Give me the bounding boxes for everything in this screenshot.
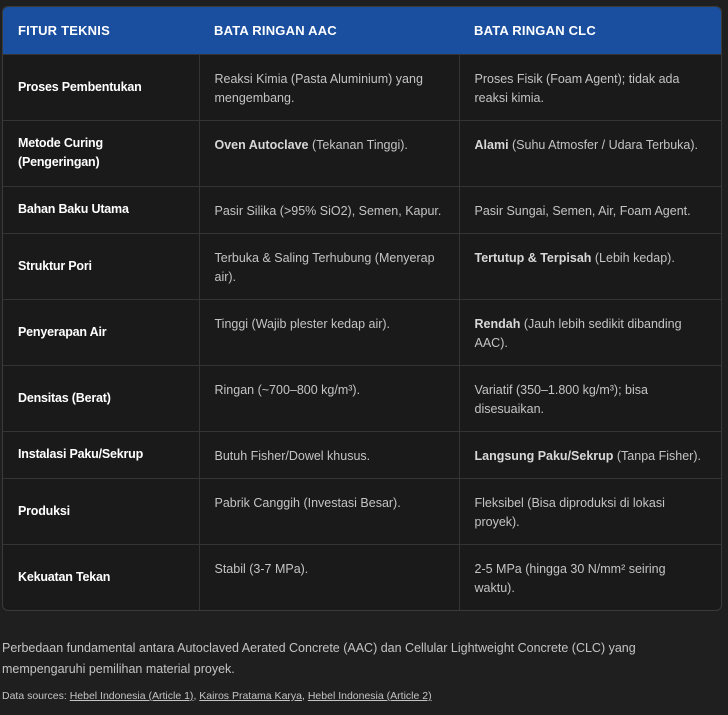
row-aac	[199, 299, 459, 365]
aac-text: Reaksi Kimia (Pasta Aluminium) yang mengembang.	[214, 71, 423, 105]
row-aac	[199, 431, 459, 478]
table-row	[3, 544, 721, 610]
header-feature: FITUR TEKNIS	[18, 22, 110, 38]
row-clc	[459, 120, 721, 186]
aac-text: Butuh Fisher/Dowel khusus.	[214, 448, 371, 463]
clc-bold-text: Rendah	[474, 316, 521, 331]
row-clc	[459, 233, 721, 299]
aac-text: Pabrik Canggih (Investasi Besar).	[214, 495, 401, 510]
sources-label: Data sources:	[2, 690, 67, 702]
data-sources: Data sources: Hebel Indonesia (Article 1), Kairos Pratama Karya, Hebel Indonesia (Article 2)	[2, 690, 432, 702]
row-feature: Struktur Pori	[3, 233, 199, 299]
row-clc	[459, 431, 721, 478]
table-row	[3, 186, 721, 233]
row-feature: Produksi	[3, 478, 199, 544]
aac-text: Stabil (3-7 MPa).	[214, 561, 309, 576]
clc-text: Pasir Sungai, Semen, Air, Foam Agent.	[474, 203, 691, 218]
source-link-hebel-2[interactable]: Hebel Indonesia (Article 2)	[307, 690, 432, 702]
aac-bold-text: Oven Autoclave	[214, 137, 309, 152]
row-feature: Densitas (Berat)	[3, 365, 199, 431]
clc-text: (Jauh lebih sedikit dibanding AAC).	[474, 316, 682, 350]
header-clc: BATA RINGAN CLC	[474, 22, 596, 38]
clc-text: Fleksibel (Bisa diproduksi di lokasi proyek).	[474, 495, 665, 529]
source-link-hebel-1[interactable]: Hebel Indonesia (Article 1)	[69, 690, 194, 702]
row-clc	[459, 365, 721, 431]
row-feature: Proses Pembentukan	[3, 54, 199, 120]
table-row	[3, 431, 721, 478]
row-aac	[199, 478, 459, 544]
table-row	[3, 120, 721, 186]
aac-text: Pasir Silika (>95% SiO2), Semen, Kapur.	[214, 203, 442, 218]
aac-text: Ringan (~700–800 kg/m³).	[214, 382, 361, 397]
row-aac	[199, 120, 459, 186]
clc-text: Variatif (350–1.800 kg/m³); bisa disesuaikan.	[474, 382, 648, 416]
table-row	[3, 54, 721, 120]
table-row	[3, 365, 721, 431]
aac-text: (Tekanan Tinggi).	[308, 137, 408, 152]
table-row	[3, 299, 721, 365]
row-clc	[459, 544, 721, 610]
row-clc	[459, 54, 721, 120]
row-clc	[459, 299, 721, 365]
table-header-row	[3, 7, 721, 54]
header-aac: BATA RINGAN AAC	[214, 22, 337, 38]
comparison-table	[2, 6, 722, 611]
row-feature: Penyerapan Air	[3, 299, 199, 365]
aac-text: Terbuka & Saling Terhubung (Menyerap air).	[214, 250, 435, 284]
row-aac	[199, 544, 459, 610]
table-row	[3, 233, 721, 299]
clc-text: Proses Fisik (Foam Agent); tidak ada reaksi kimia.	[474, 71, 680, 105]
row-aac	[199, 365, 459, 431]
source-link-kairos[interactable]: Kairos Pratama Karya	[199, 690, 302, 702]
clc-bold-text: Langsung Paku/Sekrup	[474, 448, 614, 463]
row-clc	[459, 186, 721, 233]
row-aac	[199, 233, 459, 299]
row-feature: Instalasi Paku/Sekrup	[3, 431, 199, 478]
row-clc	[459, 478, 721, 544]
table-row	[3, 478, 721, 544]
row-feature: Bahan Baku Utama	[3, 186, 199, 233]
clc-text: 2-5 MPa (hingga 30 N/mm² seiring waktu).	[474, 561, 666, 595]
clc-text: (Tanpa Fisher).	[613, 448, 701, 463]
row-aac	[199, 186, 459, 233]
clc-bold-text: Tertutup & Terpisah	[474, 250, 592, 265]
table-caption: Perbedaan fundamental antara Autoclaved Aerated Concrete (AAC) dan Cellular Lightweight Concrete (CLC) yang mempengaruhi pemilihan material proyek.	[2, 641, 636, 676]
clc-text: (Lebih kedap).	[591, 250, 675, 265]
row-aac	[199, 54, 459, 120]
row-feature: Metode Curing (Pengeringan)	[3, 120, 199, 186]
aac-text: Tinggi (Wajib plester kedap air).	[214, 316, 391, 331]
clc-text: (Suhu Atmosfer / Udara Terbuka).	[508, 137, 698, 152]
row-feature: Kekuatan Tekan	[3, 544, 199, 610]
clc-bold-text: Alami	[474, 137, 509, 152]
